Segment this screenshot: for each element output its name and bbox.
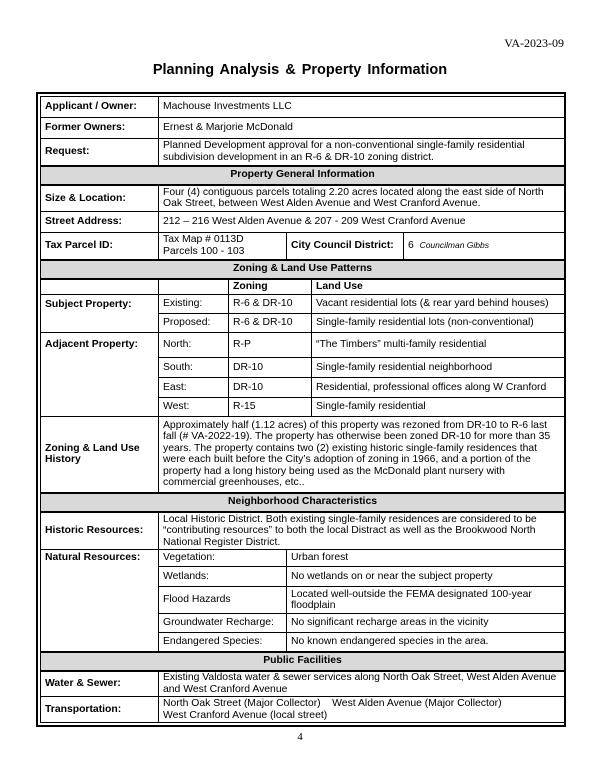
natural-resources-label: Natural Resources: — [41, 550, 159, 652]
adjacent-row-dir: West: — [159, 398, 229, 417]
zoning-history-value: Approximately half (1.12 acres) of this property was rezoned from DR-10 to R-6 last fall (# VA-2022-19). The property has otherwise been zoned DR-10 for more than 35 years. The property contains two (2) existing historic single-family residences that were each built before the City’s adoption of zoning in 1966, and a portion of the property had a long history being used as the McDonald plant nursery with commercial greenhouses, etc.. — [159, 417, 565, 493]
tax-map: Tax Map # 0113D — [163, 234, 244, 246]
adjacent-row-dir: East: — [159, 378, 229, 398]
tax-parcel-value — [159, 233, 287, 260]
tax-parcel-label: Tax Parcel ID: — [41, 233, 159, 260]
adjacent-row-zoning: DR-10 — [229, 358, 312, 378]
section-public-facilities: Public Facilities — [41, 652, 565, 671]
size-location-label: Size & Location: — [41, 185, 159, 212]
historic-resources-label: Historic Resources: — [41, 512, 159, 550]
section-neighborhood: Neighborhood Characteristics — [41, 493, 565, 512]
page-title: Planning Analysis & Property Information — [152, 62, 448, 78]
transportation-line-1: North Oak Street (Major Collector) West Alden Avenue (Major Collector) — [163, 698, 502, 709]
page-number: 4 — [297, 731, 303, 743]
subject-row-use: Vacant residential lots (& rear yard behind houses) — [312, 295, 565, 314]
natural-row-name: Endangered Species: — [159, 633, 287, 652]
subject-row-zoning: R-6 & DR-10 — [229, 314, 312, 333]
adjacent-row-zoning: R-15 — [229, 398, 312, 417]
adjacent-row-zoning: R-P — [229, 333, 312, 358]
adjacent-row-use: Residential, professional offices along W Cranford — [312, 378, 565, 398]
zoning-history-label: Zoning & Land Use History — [41, 417, 159, 493]
water-sewer-value: Existing Valdosta water & sewer services along North Oak Street, West Alden Avenue and West Cranford Avenue — [159, 671, 565, 697]
natural-row-value: No wetlands on or near the subject property — [287, 567, 565, 587]
natural-row-value: No known endangered species in the area. — [287, 633, 565, 652]
subject-row-type: Proposed: — [159, 314, 229, 333]
natural-row-name: Flood Hazards — [159, 587, 287, 614]
adjacent-row-dir: North: — [159, 333, 229, 358]
adjacent-row-use: “The Timbers” multi-family residential — [312, 333, 565, 358]
adjacent-row-zoning: DR-10 — [229, 378, 312, 398]
council-district-label: City Council District: — [287, 233, 404, 260]
council-district-value — [404, 233, 565, 260]
land-use-header: Land Use — [312, 279, 565, 295]
street-address-value: 212 – 216 West Alden Avenue & 207 - 209 West Cranford Avenue — [159, 212, 565, 233]
zoning-header: Zoning — [229, 279, 312, 295]
natural-row-value: Located well-outside the FEMA designated 100-year floodplain — [287, 587, 565, 614]
subject-property-label: Subject Property: — [41, 295, 159, 333]
section-zoning-land-use: Zoning & Land Use Patterns — [41, 260, 565, 279]
parcels: Parcels 100 - 103 — [163, 245, 245, 257]
applicant-value: Machouse Investments LLC — [159, 97, 565, 118]
former-owners-value: Ernest & Marjorie McDonald — [159, 118, 565, 139]
adjacent-property-label: Adjacent Property: — [41, 333, 159, 417]
councilman-name: Councilman Gibbs — [419, 240, 490, 250]
request-value: Planned Development approval for a non-conventional single-family residential subdivision development in an R-6 & DR-10 zoning district. — [159, 139, 565, 166]
document-id: VA-2023-09 — [504, 36, 564, 50]
subject-row-zoning: R-6 & DR-10 — [229, 295, 312, 314]
natural-row-value: Urban forest — [287, 550, 565, 567]
adjacent-row-use: Single-family residential neighborhood — [312, 358, 565, 378]
former-owners-label: Former Owners: — [41, 118, 159, 139]
subject-row-use: Single-family residential lots (non-conventional) — [312, 314, 565, 333]
natural-row-name: Wetlands: — [159, 567, 287, 587]
adjacent-row-dir: South: — [159, 358, 229, 378]
subject-row-type: Existing: — [159, 295, 229, 314]
transportation-label: Transportation: — [41, 697, 159, 723]
transportation-line-2: West Cranford Avenue (local street) — [163, 709, 328, 721]
natural-row-name: Groundwater Recharge: — [159, 614, 287, 633]
size-location-value: Four (4) contiguous parcels totaling 2.20 acres located along the east side of North Oak Street, between West Alden Avenue and West Cranford Avenue. — [159, 185, 565, 212]
street-address-label: Street Address: — [41, 212, 159, 233]
adjacent-row-use: Single-family residential — [312, 398, 565, 417]
applicant-label: Applicant / Owner: — [41, 97, 159, 118]
council-district-number: 6 — [408, 240, 414, 251]
request-label: Request: — [41, 139, 159, 166]
property-info-table — [36, 92, 566, 727]
section-property-general: Property General Information — [41, 166, 565, 185]
water-sewer-label: Water & Sewer: — [41, 671, 159, 697]
transportation-value — [159, 697, 565, 723]
natural-row-name: Vegetation: — [159, 550, 287, 567]
natural-row-value: No significant recharge areas in the vicinity — [287, 614, 565, 633]
historic-resources-value: Local Historic District. Both existing single-family residences are considered to be “contributing resources” to both the local Distract as well as the Brookwood North National Register District. — [159, 512, 565, 550]
